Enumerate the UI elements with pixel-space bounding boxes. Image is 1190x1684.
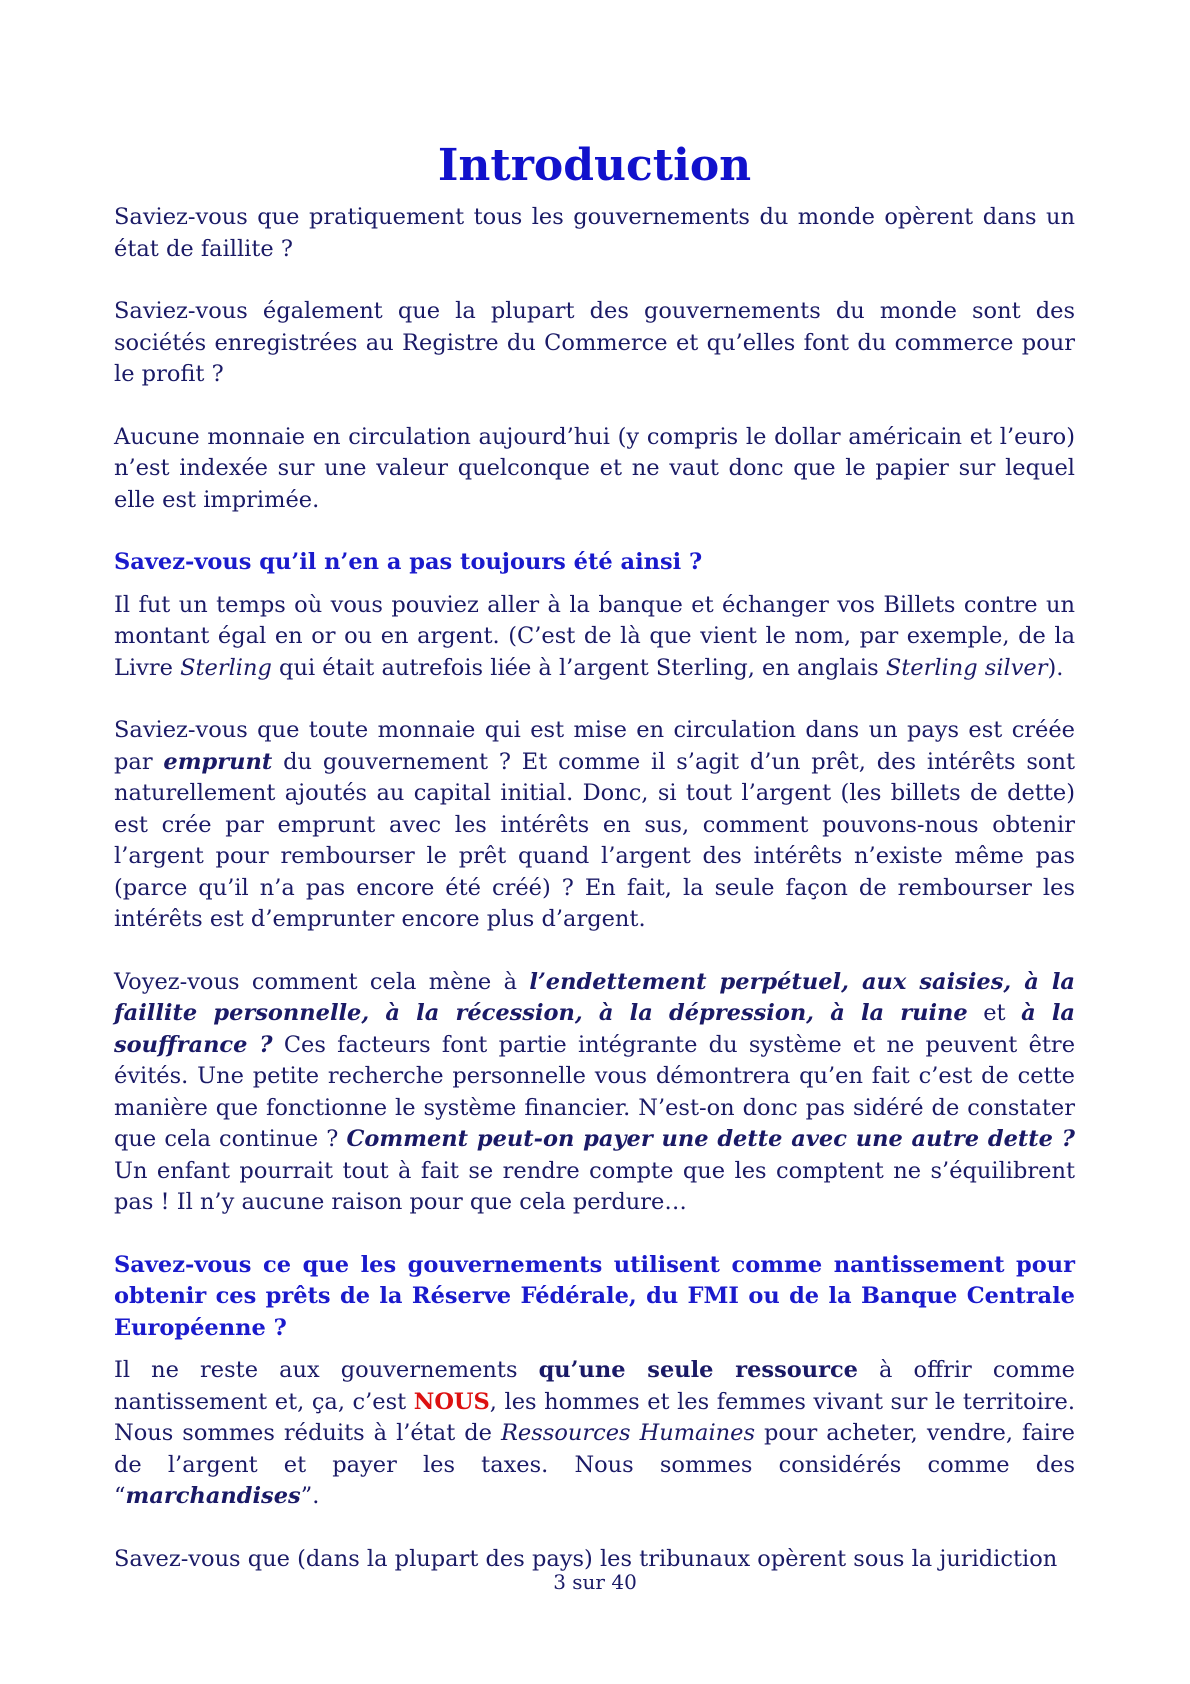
text-run: pour acheter, vendre, faire de l’argent et payer les taxes. Nous sommes considérés comme des “	[114, 1420, 1076, 1509]
page-title: Introduction	[437, 140, 752, 191]
text-run: Un enfant pourrait tout à fait se rendre compte que les comptent ne s’équilibrent pas ! Il n’y aucune raison pour que cela perdure…	[114, 1157, 1075, 1215]
text-run: Saviez-vous que toute monnaie qui est mise en circulation dans un pays est créée par	[114, 717, 1075, 775]
text-run: ).	[1047, 654, 1064, 681]
page-number: 3 sur 40	[553, 1570, 637, 1594]
page-body	[114, 140, 1075, 1606]
paragraph-societes: Saviez-vous également que la plupart des gouvernements du monde sont des sociétés enregistrées au Registre du Commerce et qu’elles font du commerce pour le profit ?	[114, 298, 1075, 387]
heading-nantissement: Savez-vous ce que les gouvernements utilisent comme nantissement pour obtenir ces prêts de la Réserve Fédérale, du FMI ou de la Banque Centrale Européenne ?	[114, 1251, 1075, 1341]
text-run: Il fut un temps où vous pouviez aller à la banque et échanger vos Billets contre un montant égal en or ou en argent. (C’est de là que vient le nom, par exemple, de la Livre	[114, 591, 1075, 681]
text-run: Il ne reste aux gouvernements	[114, 1357, 539, 1383]
text-run: Ces facteurs font partie intégrante du système et ne peuvent être évités. Une petite recherche personnelle vous démontrera qu’en fait c’est de cette manière que fonctionne le système financier. N’est-on donc pas sidéré de constater que cela continue ?	[114, 1031, 1076, 1152]
emphasis-nous: NOUS	[413, 1388, 490, 1415]
paragraph-endettement	[114, 967, 1075, 1219]
paragraph-ressource	[114, 1355, 1075, 1513]
text-run: du gouvernement ? Et comme il s’agit d’un prêt, des intérêts sont naturellement ajoutés au capital initial. Donc, si tout l’argent (les billets de dette) est crée par emprunt avec les intérêts en sus, comment pouvons-nous obtenir l’argent pour rembourser le prêt quand l’argent des intérêts n’existe même pas (parce qu’il n’a pas encore été créé) ? En fait, la seule façon de rembourser les intérêts est d’emprunter encore plus d’argent.	[114, 748, 1075, 932]
text-run: , les hommes et les femmes vivant sur le territoire. Nous sommes réduits à l’état de	[114, 1388, 1076, 1446]
paragraph-emprunt	[114, 715, 1075, 936]
italic-run: Sterling	[180, 654, 272, 681]
bold-italic-run: marchandises	[125, 1483, 301, 1509]
italic-run: Sterling silver	[885, 654, 1048, 681]
paragraph-monnaie: Aucune monnaie en circulation aujourd’hui (y compris le dollar américain et l’euro) n’est indexée sur une valeur quelconque et ne vaut donc que le papier sur lequel elle est imprimée.	[114, 423, 1075, 513]
text-run: et	[967, 1000, 1022, 1026]
bold-run: qu’une seule ressource	[538, 1357, 858, 1383]
bold-italic-run: Comment peut-on payer une dette avec une autre dette ?	[346, 1126, 1075, 1152]
bold-italic-run: l’endettement perpétuel, aux saisies, à la faillite personnelle, à la récession, à la dépression, à la ruine	[114, 968, 1075, 1026]
bold-italic-run: à la souffrance ?	[114, 1000, 1076, 1058]
text-run: Voyez-vous comment cela mène à	[114, 968, 530, 995]
italic-run: Ressources Humaines	[500, 1420, 756, 1446]
heading-sterling: Savez-vous qu’il n’en a pas toujours été ainsi ?	[114, 549, 703, 575]
paragraph-faillite: Saviez-vous que pratiquement tous les gouvernements du monde opèrent dans un état de faillite ?	[114, 204, 1075, 262]
text-run: ”.	[300, 1483, 320, 1509]
paragraph-tribunaux: Savez-vous que (dans la plupart des pays) les tribunaux opèrent sous la juridiction	[114, 1545, 1058, 1572]
text-run: à offrir comme nantissement et, ça, c’est	[114, 1357, 1075, 1415]
paragraph-sterling	[114, 590, 1075, 685]
bold-italic-run: emprunt	[163, 748, 273, 775]
text-run: qui était autrefois liée à l’argent Sterling, en anglais	[271, 654, 886, 681]
